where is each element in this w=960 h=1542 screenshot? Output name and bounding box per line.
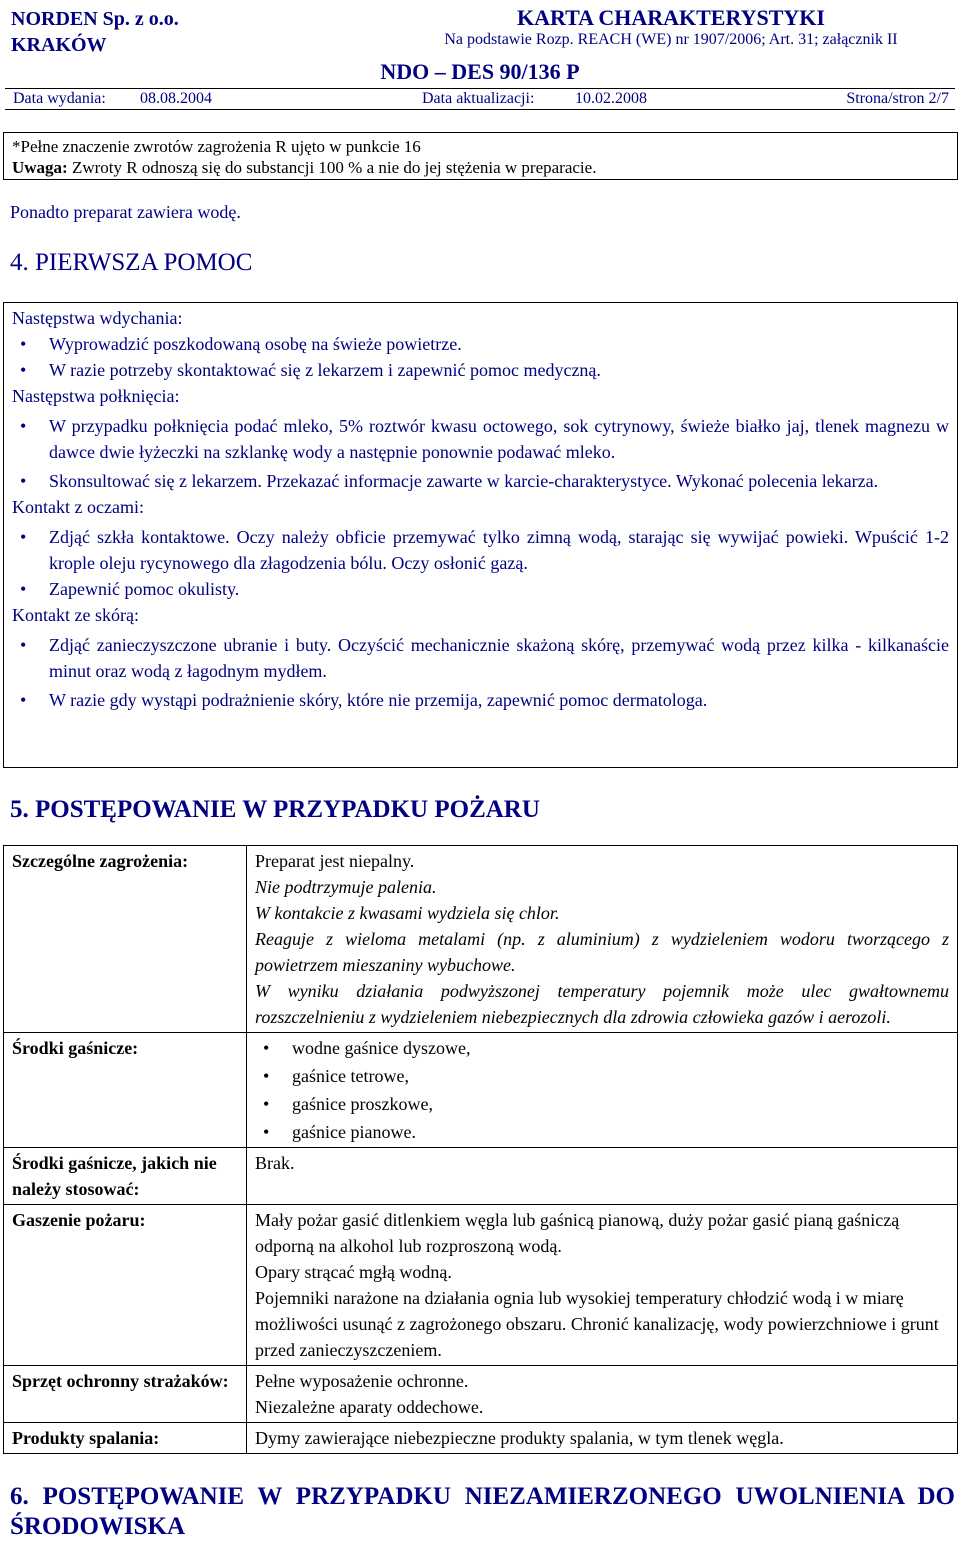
equipment-line: Niezależne aparaty oddechowe. <box>255 1397 484 1417</box>
fighting-label: Gaszenie pożaru: <box>4 1205 247 1366</box>
media-item: • gaśnice pianowe. <box>255 1119 949 1145</box>
hazards-value <box>247 846 958 1033</box>
header-meta-row <box>5 88 955 110</box>
table-row <box>4 1205 958 1366</box>
hazard-line: Reaguje z wieloma metalami (np. z aluminium) z wydzieleniem wodoru tworzącego z powietrzem mieszaniny wybuchowe. <box>255 929 949 975</box>
note-warning-label: Uwaga: <box>12 158 68 177</box>
fighting-line: Mały pożar gasić ditlenkiem węgla lub gaśnicą pianową, duży pożar gasić pianą gaśniczą odporną na alkohol lub rozproszoną wodą. <box>255 1210 900 1256</box>
company-city: KRAKÓW <box>11 34 107 56</box>
first-aid-box <box>3 302 958 768</box>
products-label: Produkty spalania: <box>4 1423 247 1454</box>
skin-item: • W razie gdy wystąpi podrażnienie skóry, które nie przemija, zapewnić pomoc dermatologa. <box>12 687 949 713</box>
section-6-title: 6. POSTĘPOWANIE W PRZYPADKU NIEZAMIERZONEGO UWOLNIENIA DO ŚRODOWISKA <box>10 1483 955 1540</box>
table-row <box>4 1033 958 1148</box>
title-block <box>387 6 955 58</box>
table-row <box>4 846 958 1033</box>
equipment-line: Pełne wyposażenie ochronne. <box>255 1371 469 1391</box>
unsuitable-value: Brak. <box>247 1148 958 1205</box>
ingestion-heading: Następstwa połknięcia: <box>12 386 180 406</box>
note-line-1: *Pełne znaczenie zwrotów zagrożenia R ujęto w punkcie 16 <box>12 137 421 156</box>
unsuitable-label: Środki gaśnicze, jakich nie należy stosować: <box>4 1148 247 1205</box>
equipment-value <box>247 1366 958 1423</box>
eyes-item: • Zapewnić pomoc okulisty. <box>12 576 949 602</box>
water-note: Ponadto preparat zawiera wodę. <box>10 202 241 222</box>
table-row <box>4 1366 958 1423</box>
fighting-value <box>247 1205 958 1366</box>
media-item: • gaśnice tetrowe, <box>255 1063 949 1089</box>
products-value: Dymy zawierające niebezpieczne produkty spalania, w tym tlenek węgla. <box>247 1423 958 1454</box>
media-label: Środki gaśnicze: <box>4 1033 247 1148</box>
section-5-title: 5. POSTĘPOWANIE W PRZYPADKU POŻARU <box>10 796 540 823</box>
document-header <box>5 6 955 86</box>
note-line-2 <box>12 157 949 178</box>
product-name: NDO – DES 90/136 P <box>380 59 580 84</box>
company-block <box>5 6 387 58</box>
hazard-line: W kontakcie z kwasami wydziela się chlor. <box>255 903 560 923</box>
table-row <box>4 1148 958 1205</box>
eyes-item: • Zdjąć szkła kontaktowe. Oczy należy obficie przemywać tylko zimną wodą, starając się wywijać powieki. Wpuścić 1-2 krople oleju rycynowego dla złagodzenia bólu. Oczy osłonić gazą. <box>12 524 949 576</box>
document-title: KARTA CHARAKTERYSTYKI <box>517 5 825 30</box>
ingestion-item: • W przypadku połknięcia podać mleko, 5% roztwór kwasu octowego, sok cytrynowy, świeże białko jaj, tlenek magnezu w dawce dwie łyżeczki na szklankę wody a następnie ponownie podawać mleko. <box>12 413 949 465</box>
fighting-line: Pojemniki narażone na działania ognia lub wysokiej temperatury chłodzić wodą i w miarę możliwości usunąć z zagrożonego obszaru. Chronić kanalizację, wody powierzchniowe i grunt przed zanieczyszczeniem. <box>255 1288 939 1360</box>
hazard-line: Nie podtrzymuje palenia. <box>255 877 437 897</box>
media-item: • wodne gaśnice dyszowe, <box>255 1035 949 1061</box>
regulation-note: Na podstawie Rozp. REACH (WE) nr 1907/2006; Art. 31; załącznik II <box>444 31 898 48</box>
r-phrases-note <box>3 132 958 180</box>
table-row <box>4 1423 958 1454</box>
fighting-line: Opary strącać mgłą wodną. <box>255 1262 452 1282</box>
issue-date: 08.08.2004 <box>140 90 212 107</box>
hazard-line: W wyniku działania podwyższonej temperatury pojemnik może ulec gwałtownemu rozszczelnieniu z wydzieleniem niebezpiecznych dla zdrowia człowieka gazów i aerozoli. <box>255 981 949 1027</box>
hazards-label: Szczególne zagrożenia: <box>4 846 247 1033</box>
skin-heading: Kontakt ze skórą: <box>12 605 139 625</box>
ingestion-item: • Skonsultować się z lekarzem. Przekazać informacje zawarte w karcie-charakterystyce. Wykonać polecenia lekarza. <box>12 468 949 494</box>
note-warning-text: Zwroty R odnoszą się do substancji 100 % a nie do jej stężenia w preparacie. <box>67 158 597 177</box>
page-number: Strona/stron 2/7 <box>846 90 949 107</box>
update-date: 10.02.2008 <box>575 90 647 107</box>
fire-fighting-table <box>3 845 958 1454</box>
inhalation-heading: Następstwa wdychania: <box>12 308 183 328</box>
section-4-title: 4. PIERWSZA POMOC <box>10 249 253 276</box>
update-label: Data aktualizacji: <box>422 90 535 107</box>
eyes-heading: Kontakt z oczami: <box>12 497 144 517</box>
media-item: • gaśnice proszkowe, <box>255 1091 949 1117</box>
skin-item: • Zdjąć zanieczyszczone ubranie i buty. Oczyścić mechanicznie skażoną skórę, przemywać wodą przez kilka - kilkanaście minut oraz wodą z łagodnym mydłem. <box>12 632 949 684</box>
inhalation-item: • Wyprowadzić poszkodowaną osobę na świeże powietrze. <box>12 331 949 357</box>
equipment-label: Sprzęt ochronny strażaków: <box>4 1366 247 1423</box>
inhalation-item: • W razie potrzeby skontaktować się z lekarzem i zapewnić pomoc medyczną. <box>12 357 949 383</box>
hazards-first: Preparat jest niepalny. <box>255 851 415 871</box>
company-name: NORDEN Sp. z o.o. <box>11 8 179 30</box>
issue-label: Data wydania: <box>13 90 106 107</box>
media-value <box>247 1033 958 1148</box>
